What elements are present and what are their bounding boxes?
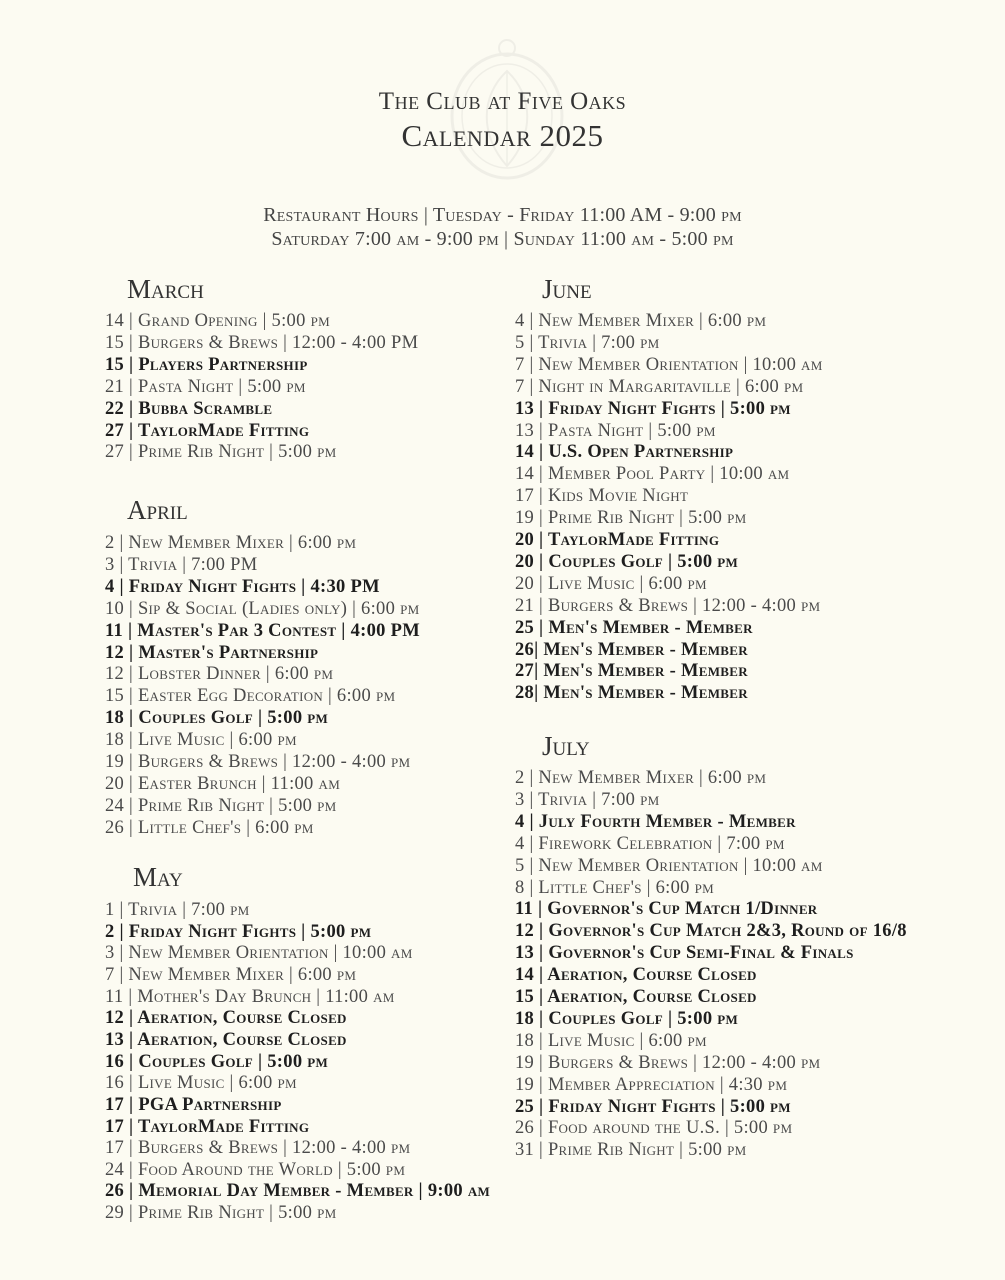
event-may: 13 | Aeration, Course Closed: [105, 1029, 347, 1050]
event-july: 8 | Little Chef's | 6:00 pm: [515, 877, 715, 898]
event-july: 19 | Burgers & Brews | 12:00 - 4:00 pm: [515, 1052, 821, 1073]
event-march: 27 | TaylorMade Fitting: [105, 420, 310, 441]
event-july: 14 | Aeration, Course Closed: [515, 965, 757, 986]
event-march: 27 | Prime Rib Night | 5:00 pm: [105, 442, 337, 463]
month-heading-june: June: [542, 274, 592, 304]
event-july: 4 | July Fourth Member - Member: [515, 811, 796, 832]
event-april: 2 | New Member Mixer | 6:00 pm: [105, 533, 357, 553]
event-may: 17 | TaylorMade Fitting: [105, 1116, 310, 1137]
event-june: 28| Men's Member - Member: [515, 683, 748, 704]
event-may: 1 | Trivia | 7:00 pm: [105, 900, 250, 920]
event-june: 14 | Member Pool Party | 10:00 am: [515, 464, 790, 485]
event-april: 4 | Friday Night Fights | 4:30 PM: [105, 576, 380, 597]
event-may: 16 | Live Music | 6:00 pm: [105, 1073, 297, 1094]
event-april: 11 | Master's Par 3 Contest | 4:00 PM: [105, 620, 421, 641]
event-june: 17 | Kids Movie Night: [515, 486, 689, 507]
event-july: 11 | Governor's Cup Match 1/Dinner: [515, 899, 818, 920]
event-july: 31 | Prime Rib Night | 5:00 pm: [515, 1140, 747, 1161]
event-april: 12 | Master's Partnership: [105, 642, 319, 663]
event-june: 20 | TaylorMade Fitting: [515, 530, 720, 550]
event-march: 15 | Players Partnership: [105, 354, 308, 375]
event-july: 26 | Food around the U.S. | 5:00 pm: [515, 1118, 793, 1139]
event-march: 15 | Burgers & Brews | 12:00 - 4:00 PM: [105, 332, 419, 353]
event-april: 10 | Sip & Social (Ladies only) | 6:00 pm: [105, 598, 420, 619]
event-june: 13 | Pasta Night | 5:00 pm: [515, 420, 716, 441]
event-july: 18 | Live Music | 6:00 pm: [515, 1030, 707, 1051]
calendar-title: Calendar 2025: [401, 118, 604, 153]
event-july: 25 | Friday Night Fights | 5:00 pm: [515, 1096, 791, 1117]
month-heading-march: March: [127, 274, 204, 304]
event-may: 29 | Prime Rib Night | 5:00 pm: [105, 1203, 337, 1224]
event-may: 3 | New Member Orientation | 10:00 am: [105, 943, 413, 964]
event-march: 22 | Bubba Scramble: [105, 398, 273, 419]
event-june: 7 | New Member Orientation | 10:00 am: [515, 354, 823, 375]
event-april: 26 | Little Chef's | 6:00 pm: [105, 817, 314, 838]
event-may: 2 | Friday Night Fights | 5:00 pm: [105, 921, 372, 942]
event-may: 26 | Memorial Day Member - Member | 9:00 am: [105, 1181, 491, 1202]
event-july: 12 | Governor's Cup Match 2&3, Round of 16/8: [515, 921, 907, 942]
event-april: 20 | Easter Brunch | 11:00 am: [105, 773, 341, 794]
event-june: 27| Men's Member - Member: [515, 661, 748, 682]
event-july: 18 | Couples Golf | 5:00 pm: [515, 1008, 739, 1029]
event-april: 19 | Burgers & Brews | 12:00 - 4:00 pm: [105, 752, 411, 772]
event-july: 5 | New Member Orientation | 10:00 am: [515, 855, 823, 876]
event-june: 19 | Prime Rib Night | 5:00 pm: [515, 508, 747, 529]
event-july: 3 | Trivia | 7:00 pm: [515, 789, 660, 810]
event-april: 24 | Prime Rib Night | 5:00 pm: [105, 795, 337, 816]
event-june: 5 | Trivia | 7:00 pm: [515, 332, 660, 353]
event-july: 2 | New Member Mixer | 6:00 pm: [515, 768, 767, 788]
event-june: 7 | Night in Margaritaville | 6:00 pm: [515, 376, 804, 397]
event-may: 24 | Food Around the World | 5:00 pm: [105, 1159, 406, 1180]
event-april: 12 | Lobster Dinner | 6:00 pm: [105, 664, 334, 685]
event-june: 14 | U.S. Open Partnership: [515, 442, 734, 463]
event-april: 18 | Couples Golf | 5:00 pm: [105, 708, 329, 729]
restaurant-hours-line-2: Saturday 7:00 am - 9:00 pm | Sunday 11:00 am - 5:00 pm: [271, 228, 734, 250]
event-june: 20 | Live Music | 6:00 pm: [515, 573, 707, 594]
event-june: 26| Men's Member - Member: [515, 639, 748, 660]
event-march: 21 | Pasta Night | 5:00 pm: [105, 376, 306, 397]
event-may: 12 | Aeration, Course Closed: [105, 1008, 347, 1029]
event-june: 25 | Men's Member - Member: [515, 617, 753, 638]
club-name: The Club at Five Oaks: [378, 88, 627, 115]
event-june: 13 | Friday Night Fights | 5:00 pm: [515, 398, 791, 419]
month-heading-april: April: [127, 495, 188, 525]
month-heading-july: July: [542, 731, 590, 761]
event-may: 7 | New Member Mixer | 6:00 pm: [105, 964, 357, 985]
month-heading-may: May: [133, 862, 183, 892]
event-july: 4 | Firework Celebration | 7:00 pm: [515, 833, 785, 854]
event-may: 11 | Mother's Day Brunch | 11:00 am: [105, 986, 395, 1007]
event-april: 3 | Trivia | 7:00 PM: [105, 554, 258, 575]
event-june: 4 | New Member Mixer | 6:00 pm: [515, 311, 767, 331]
event-may: 16 | Couples Golf | 5:00 pm: [105, 1051, 329, 1072]
event-july: 13 | Governor's Cup Semi-Final & Finals: [515, 943, 854, 964]
event-april: 18 | Live Music | 6:00 pm: [105, 730, 297, 751]
restaurant-hours-line-1: Restaurant Hours | Tuesday - Friday 11:00 AM - 9:00 pm: [263, 204, 742, 226]
event-march: 14 | Grand Opening | 5:00 pm: [105, 311, 330, 331]
event-june: 20 | Couples Golf | 5:00 pm: [515, 551, 739, 572]
event-july: 15 | Aeration, Course Closed: [515, 987, 757, 1007]
event-may: 17 | Burgers & Brews | 12:00 - 4:00 pm: [105, 1138, 411, 1159]
event-june: 21 | Burgers & Brews | 12:00 - 4:00 pm: [515, 595, 821, 616]
event-april: 15 | Easter Egg Decoration | 6:00 pm: [105, 686, 396, 707]
event-may: 17 | PGA Partnership: [105, 1094, 282, 1115]
event-july: 19 | Member Appreciation | 4:30 pm: [515, 1074, 788, 1095]
